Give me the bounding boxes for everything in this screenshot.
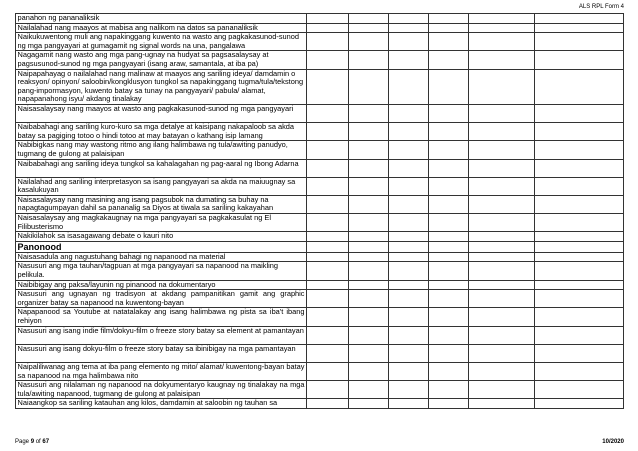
competency-table bbox=[15, 13, 624, 409]
rating-cell[interactable] bbox=[429, 308, 469, 326]
competency-text: Naibibigay ang paksa/layunin ng pinanood na dokumentaryo bbox=[16, 280, 307, 290]
rating-cell[interactable] bbox=[307, 262, 349, 280]
rating-cell[interactable] bbox=[349, 214, 389, 232]
rating-cell[interactable] bbox=[535, 141, 624, 159]
rating-cell[interactable] bbox=[469, 232, 535, 242]
rating-cell[interactable] bbox=[429, 344, 469, 362]
rating-cell[interactable] bbox=[535, 33, 624, 51]
rating-cell[interactable] bbox=[389, 232, 429, 242]
rating-cell[interactable] bbox=[307, 214, 349, 232]
competency-text: Nailalahad ang sariling interpretasyon sa isang pangyayari sa akda na maiuugnay sa kasalukuyan bbox=[16, 177, 307, 195]
competency-text: Nailalahad nang maayos at mabisa ang nalikom na datos sa pananaliksik bbox=[16, 23, 307, 33]
rating-cell[interactable] bbox=[389, 262, 429, 280]
section-title: Panonood bbox=[16, 241, 307, 252]
rating-cell[interactable] bbox=[429, 195, 469, 213]
rating-cell[interactable] bbox=[349, 104, 389, 122]
rating-cell[interactable] bbox=[349, 241, 389, 252]
rating-cell[interactable] bbox=[469, 252, 535, 262]
competency-text: Naiaangkop sa sariling katauhan ang kilos, damdamin at saloobin ng tauhan sa bbox=[16, 399, 307, 409]
rating-cell[interactable] bbox=[389, 23, 429, 33]
competency-text: Nasusuri ang nilalaman ng napanood na dokyumentaryo kaugnay ng tinalakay na mga tula/awiting napanood, tugmang de gulong at palaisipan bbox=[17, 380, 305, 398]
competency-row bbox=[16, 141, 624, 159]
rating-cell[interactable] bbox=[429, 381, 469, 399]
rating-cell[interactable] bbox=[469, 123, 535, 141]
rating-cell[interactable] bbox=[389, 14, 429, 24]
rating-cell[interactable] bbox=[349, 362, 389, 380]
rating-cell[interactable] bbox=[429, 159, 469, 177]
competency-row bbox=[16, 177, 624, 195]
rating-cell[interactable] bbox=[389, 123, 429, 141]
rating-cell[interactable] bbox=[349, 280, 389, 290]
rating-cell[interactable] bbox=[535, 104, 624, 122]
rating-cell[interactable] bbox=[389, 104, 429, 122]
rating-cell[interactable] bbox=[535, 214, 624, 232]
rating-cell[interactable] bbox=[429, 362, 469, 380]
rating-cell[interactable] bbox=[307, 280, 349, 290]
rating-cell[interactable] bbox=[469, 214, 535, 232]
rating-cell[interactable] bbox=[349, 308, 389, 326]
competency-text: Nasusuri ang isang indie film/dokyu-film o freeze story batay sa element at pamantayan bbox=[16, 326, 307, 344]
revision-date: 10/2020 bbox=[602, 439, 624, 445]
rating-cell[interactable] bbox=[389, 159, 429, 177]
rating-cell[interactable] bbox=[429, 33, 469, 51]
competency-row bbox=[16, 123, 624, 141]
rating-cell[interactable] bbox=[307, 195, 349, 213]
competency-row bbox=[16, 51, 624, 69]
competency-row bbox=[16, 195, 624, 213]
rating-cell[interactable] bbox=[349, 141, 389, 159]
rating-cell[interactable] bbox=[349, 399, 389, 409]
rating-cell[interactable] bbox=[307, 381, 349, 399]
competency-text: Naibabahagi ang sariling kuro-kuro sa mga detalye at kaisipang nakapaloob sa akda batay sa pagiging totoo o hindi totoo at may batayan o kathang isip lamang bbox=[16, 123, 307, 141]
rating-cell[interactable] bbox=[469, 308, 535, 326]
rating-cell[interactable] bbox=[429, 252, 469, 262]
rating-cell[interactable] bbox=[535, 69, 624, 104]
competency-text: Nasusuri ang ugnayan ng tradisyon at akdang pampanitikan gamit ang graphic organizer batay sa napanood na kuwentong-bayan bbox=[17, 289, 305, 307]
rating-cell[interactable] bbox=[535, 123, 624, 141]
rating-cell[interactable] bbox=[469, 69, 535, 104]
rating-cell[interactable] bbox=[535, 290, 624, 308]
rating-cell[interactable] bbox=[307, 33, 349, 51]
rating-cell[interactable] bbox=[469, 141, 535, 159]
competency-text: Nagagamit nang wasto ang mga pang-ugnay na hudyat sa pagsasalaysay at pagsusunod-sunod ng mga pangyayari (isang araw, samantala, at iba pa) bbox=[16, 51, 307, 69]
rating-cell[interactable] bbox=[429, 104, 469, 122]
competency-text: Naisasalaysay nang maayos at wasto ang pagkakasunod-sunod ng mga pangyayari bbox=[16, 104, 307, 122]
competency-text: Naisasalaysay ang magkakaugnay na mga pangyayari sa pagkakasulat ng El Filibusterismo bbox=[16, 214, 307, 232]
rating-cell[interactable] bbox=[349, 195, 389, 213]
rating-cell[interactable] bbox=[429, 141, 469, 159]
competency-text: Napapanood sa Youtube at natatalakay ang isang halimbawa ng pista sa iba't ibang rehiyon bbox=[17, 307, 305, 326]
competency-row bbox=[16, 308, 624, 326]
rating-cell[interactable] bbox=[389, 214, 429, 232]
rating-cell[interactable] bbox=[469, 362, 535, 380]
section-header-row bbox=[16, 241, 624, 252]
rating-cell[interactable] bbox=[535, 177, 624, 195]
rating-cell[interactable] bbox=[469, 14, 535, 24]
rating-cell[interactable] bbox=[349, 262, 389, 280]
rating-cell[interactable] bbox=[469, 290, 535, 308]
competency-row bbox=[16, 290, 624, 308]
competency-text: Naikukuwentong muli ang napakinggang kuwento na wasto ang pagkakasunod-sunod ng mga pangyayari at gumagamit ng signal words na una, pangalawa bbox=[16, 33, 307, 51]
rating-cell[interactable] bbox=[469, 344, 535, 362]
rating-cell[interactable] bbox=[307, 51, 349, 69]
rating-cell[interactable] bbox=[349, 252, 389, 262]
rating-cell[interactable] bbox=[349, 326, 389, 344]
rating-cell[interactable] bbox=[307, 399, 349, 409]
competency-text: Naibabahagi ang sariling ideya tungkol sa kahalagahan ng pag-aaral ng Ibong Adarna bbox=[16, 159, 307, 177]
rating-cell[interactable] bbox=[535, 280, 624, 290]
rating-cell[interactable] bbox=[389, 326, 429, 344]
competency-text: panahon ng pananaliksik bbox=[16, 14, 307, 24]
rating-cell[interactable] bbox=[349, 344, 389, 362]
rating-cell[interactable] bbox=[389, 51, 429, 69]
rating-cell[interactable] bbox=[535, 195, 624, 213]
competency-text: Naipapahayag o nailalahad nang malinaw at maayos ang sariling ideya/ damdamin o reaksyon/ opinyon/ saloobin/kongklusyon tungkol sa napakinggang tugma/tula/tekstong pang-impormasyon, kuwento batay sa tunay na pangyayari/ pabula/ alamat, napapanahong isyu/ akdang tinalakay bbox=[16, 69, 307, 104]
rating-cell[interactable] bbox=[535, 308, 624, 326]
competency-row bbox=[16, 23, 624, 33]
rating-cell[interactable] bbox=[469, 381, 535, 399]
rating-cell[interactable] bbox=[429, 399, 469, 409]
competency-text: Nakikilahok sa isasagawang debate o kauri nito bbox=[16, 232, 307, 242]
rating-cell[interactable] bbox=[307, 290, 349, 308]
page-number: 9 bbox=[30, 439, 35, 445]
page-prefix: Page bbox=[15, 439, 30, 445]
page-total: 67 bbox=[42, 439, 50, 445]
competency-row bbox=[16, 14, 624, 24]
competency-row bbox=[16, 159, 624, 177]
competency-text: Naisasalaysay nang masining ang isang pagsubok na dumating sa buhay na napagtagumpayan dahil sa pananalig sa Diyos at tiwala sa sariling kakayahan bbox=[16, 195, 307, 213]
page-indicator bbox=[15, 439, 49, 445]
rating-cell[interactable] bbox=[429, 177, 469, 195]
rating-cell[interactable] bbox=[307, 308, 349, 326]
rating-cell[interactable] bbox=[307, 23, 349, 33]
competency-row bbox=[16, 381, 624, 399]
competency-row bbox=[16, 362, 624, 380]
rating-cell[interactable] bbox=[389, 290, 429, 308]
rating-cell[interactable] bbox=[307, 232, 349, 242]
rating-cell[interactable] bbox=[469, 241, 535, 252]
form-label: ALS RPL Form 4 bbox=[578, 4, 624, 10]
rating-cell[interactable] bbox=[349, 381, 389, 399]
rating-cell[interactable] bbox=[535, 344, 624, 362]
rating-cell[interactable] bbox=[469, 326, 535, 344]
rating-cell[interactable] bbox=[307, 241, 349, 252]
rating-cell[interactable] bbox=[349, 51, 389, 69]
rating-cell[interactable] bbox=[389, 33, 429, 51]
rating-cell[interactable] bbox=[389, 241, 429, 252]
rating-cell[interactable] bbox=[469, 23, 535, 33]
rating-cell[interactable] bbox=[389, 177, 429, 195]
rating-cell[interactable] bbox=[469, 33, 535, 51]
rating-cell[interactable] bbox=[469, 280, 535, 290]
competency-text: Naipaliliwanag ang tema at iba pang elemento ng mito/ alamat/ kuwentong-bayan batay sa napanood na mga halimbawa nito bbox=[17, 362, 305, 380]
rating-cell[interactable] bbox=[349, 23, 389, 33]
rating-cell[interactable] bbox=[389, 308, 429, 326]
rating-cell[interactable] bbox=[307, 177, 349, 195]
rating-cell[interactable] bbox=[349, 177, 389, 195]
competency-row bbox=[16, 262, 624, 280]
rating-cell[interactable] bbox=[429, 280, 469, 290]
rating-cell[interactable] bbox=[307, 252, 349, 262]
rating-cell[interactable] bbox=[307, 104, 349, 122]
rating-cell[interactable] bbox=[469, 104, 535, 122]
rating-cell[interactable] bbox=[307, 326, 349, 344]
rating-cell[interactable] bbox=[349, 69, 389, 104]
rating-cell[interactable] bbox=[349, 123, 389, 141]
competency-row bbox=[16, 214, 624, 232]
rating-cell[interactable] bbox=[389, 344, 429, 362]
rating-cell[interactable] bbox=[307, 141, 349, 159]
rating-cell[interactable] bbox=[349, 232, 389, 242]
rating-cell[interactable] bbox=[535, 23, 624, 33]
rating-cell[interactable] bbox=[429, 241, 469, 252]
competency-row bbox=[16, 399, 624, 409]
rating-cell[interactable] bbox=[429, 51, 469, 69]
rating-cell[interactable] bbox=[469, 51, 535, 69]
rating-cell[interactable] bbox=[307, 69, 349, 104]
rating-cell[interactable] bbox=[429, 69, 469, 104]
competency-text: Naisasadula ang nagustuhang bahagi ng napanood na material bbox=[16, 252, 307, 262]
rating-cell[interactable] bbox=[389, 399, 429, 409]
competency-row bbox=[16, 232, 624, 242]
rating-cell[interactable] bbox=[469, 159, 535, 177]
rating-cell[interactable] bbox=[389, 280, 429, 290]
competency-row bbox=[16, 326, 624, 344]
rating-cell[interactable] bbox=[307, 159, 349, 177]
rating-cell[interactable] bbox=[349, 14, 389, 24]
rating-cell[interactable] bbox=[535, 362, 624, 380]
rating-cell[interactable] bbox=[535, 399, 624, 409]
rating-cell[interactable] bbox=[535, 262, 624, 280]
competency-text: Nasusuri ang isang dokyu-film o freeze story batay sa ibinibigay na mga pamantayan bbox=[16, 344, 307, 362]
competency-text: Nasusuri ang mga tauhan/tagpuan at mga pangyayari sa napanood na maikling pelikula. bbox=[16, 262, 307, 280]
rating-cell[interactable] bbox=[469, 262, 535, 280]
competency-row bbox=[16, 69, 624, 104]
rating-cell[interactable] bbox=[349, 159, 389, 177]
rating-cell[interactable] bbox=[307, 123, 349, 141]
rating-cell[interactable] bbox=[429, 123, 469, 141]
competency-row bbox=[16, 104, 624, 122]
page-of: of bbox=[35, 439, 41, 445]
rating-cell[interactable] bbox=[535, 51, 624, 69]
rating-cell[interactable] bbox=[307, 14, 349, 24]
rating-cell[interactable] bbox=[535, 241, 624, 252]
competency-row bbox=[16, 33, 624, 51]
rating-cell[interactable] bbox=[389, 195, 429, 213]
competency-row bbox=[16, 344, 624, 362]
rating-cell[interactable] bbox=[469, 399, 535, 409]
rating-cell[interactable] bbox=[307, 344, 349, 362]
rating-cell[interactable] bbox=[349, 290, 389, 308]
competency-table-body bbox=[16, 14, 624, 409]
rating-cell[interactable] bbox=[307, 362, 349, 380]
competency-row bbox=[16, 280, 624, 290]
rating-cell[interactable] bbox=[535, 326, 624, 344]
rating-cell[interactable] bbox=[389, 141, 429, 159]
rating-cell[interactable] bbox=[469, 177, 535, 195]
rating-cell[interactable] bbox=[429, 14, 469, 24]
rating-cell[interactable] bbox=[535, 252, 624, 262]
rating-cell[interactable] bbox=[429, 262, 469, 280]
rating-cell[interactable] bbox=[389, 381, 429, 399]
rating-cell[interactable] bbox=[429, 290, 469, 308]
rating-cell[interactable] bbox=[429, 232, 469, 242]
rating-cell[interactable] bbox=[429, 214, 469, 232]
rating-cell[interactable] bbox=[389, 69, 429, 104]
rating-cell[interactable] bbox=[429, 23, 469, 33]
rating-cell[interactable] bbox=[429, 326, 469, 344]
rating-cell[interactable] bbox=[535, 381, 624, 399]
rating-cell[interactable] bbox=[389, 362, 429, 380]
rating-cell[interactable] bbox=[349, 33, 389, 51]
rating-cell[interactable] bbox=[535, 232, 624, 242]
rating-cell[interactable] bbox=[389, 252, 429, 262]
rating-cell[interactable] bbox=[535, 14, 624, 24]
rating-cell[interactable] bbox=[535, 159, 624, 177]
rating-cell[interactable] bbox=[469, 195, 535, 213]
competency-row bbox=[16, 252, 624, 262]
competency-text: Nabibigkas nang may wastong ritmo ang ilang halimbawa ng tula/awiting panudyo, tugmang de gulong at palaisipan bbox=[16, 141, 307, 159]
